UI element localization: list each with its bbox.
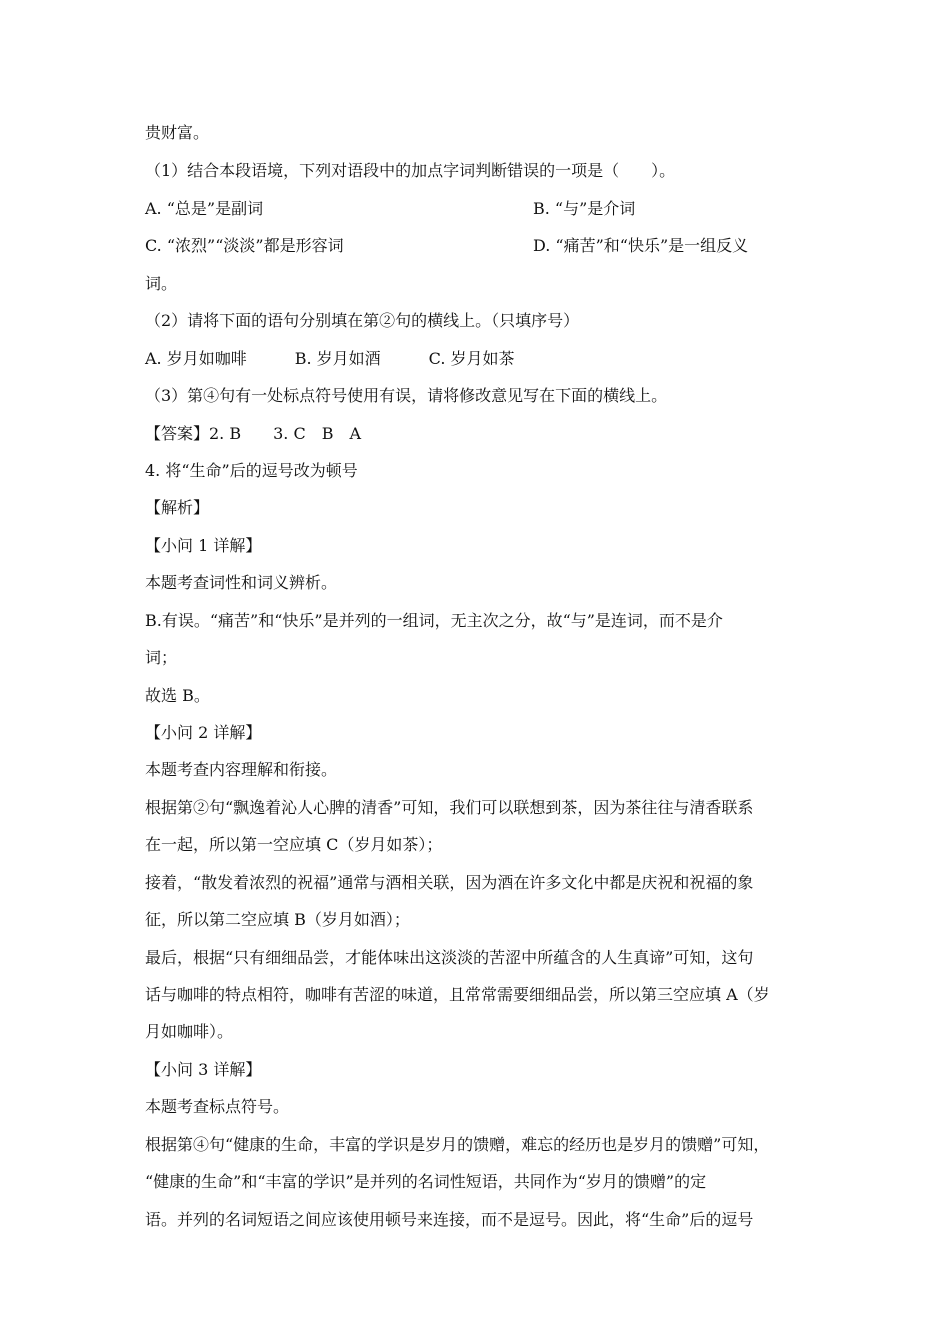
text-line: 故选 B。 xyxy=(145,686,210,705)
sub-question-3-heading: 【小问 3 详解】 xyxy=(145,1060,262,1079)
option-c: C. “浓烈”“淡淡”都是形容词 xyxy=(145,236,344,255)
sub-question-1-heading: 【小问 1 详解】 xyxy=(145,536,262,555)
text-line: 语。并列的名词短语之间应该使用顿号来连接，而不是逗号。因此，将“生命”后的逗号 xyxy=(145,1210,754,1229)
option-d-cont: 词。 xyxy=(145,274,178,293)
text-line: 本题考查词性和词义辨析。 xyxy=(145,573,338,592)
text-line: 话与咖啡的特点相符，咖啡有苦涩的味道，且常常需要细细品尝，所以第三空应填 A（岁 xyxy=(145,985,770,1004)
text-line: 接着，“散发着浓烈的祝福”通常与酒相关联，因为酒在许多文化中都是庆祝和祝福的象 xyxy=(145,873,754,892)
answer-4: 4. 将“生命”后的逗号改为顿号 xyxy=(145,461,358,480)
question-2: （2）请将下面的语句分别填在第②句的横线上。（只填序号） xyxy=(145,311,580,330)
option-a: A. “总是”是副词 xyxy=(145,199,264,218)
text-line: 最后，根据“只有细细品尝，才能体味出这淡淡的苦涩中所蕴含的人生真谛”可知，这句 xyxy=(145,948,754,967)
text-line: 根据第④句“健康的生命，丰富的学识是岁月的馈赠，难忘的经历也是岁月的馈赠”可知， xyxy=(145,1135,770,1154)
text-line: 本题考查内容理解和衔接。 xyxy=(145,760,338,779)
text-line: B.有误。“痛苦”和“快乐”是并列的一组词，无主次之分，故“与”是连词，而不是介 xyxy=(145,611,723,630)
text-line: 词； xyxy=(145,648,178,667)
answer-line: 【答案】2. B 3. C B A xyxy=(145,424,362,443)
analysis-heading: 【解析】 xyxy=(145,498,210,517)
sub-question-2-heading: 【小问 2 详解】 xyxy=(145,723,262,742)
text-line: “健康的生命”和“丰富的学识”是并列的名词性短语，共同作为“岁月的馈赠”的定 xyxy=(145,1172,707,1191)
text-line: 贵财富。 xyxy=(145,123,210,142)
question-3: （3）第④句有一处标点符号使用有误，请将修改意见写在下面的横线上。 xyxy=(145,386,668,405)
text-line: 月如咖啡）。 xyxy=(145,1022,234,1041)
text-line: 在一起，所以第一空应填 C（岁月如茶）； xyxy=(145,835,443,854)
text-line: 根据第②句“飘逸着沁人心脾的清香”可知，我们可以联想到茶，因为茶往往与清香联系 xyxy=(145,798,754,817)
text-line: 征，所以第二空应填 B（岁月如酒）； xyxy=(145,910,410,929)
option-d: D. “痛苦”和“快乐”是一组反义 xyxy=(533,236,749,255)
question-1: （1）结合本段语境，下列对语段中的加点字词判断错误的一项是（ ）。 xyxy=(145,161,676,180)
option-b: B. “与”是介词 xyxy=(533,199,636,218)
text-line: 本题考查标点符号。 xyxy=(145,1097,290,1116)
question-2-options: A. 岁月如咖啡 B. 岁月如酒 C. 岁月如茶 xyxy=(145,349,515,368)
